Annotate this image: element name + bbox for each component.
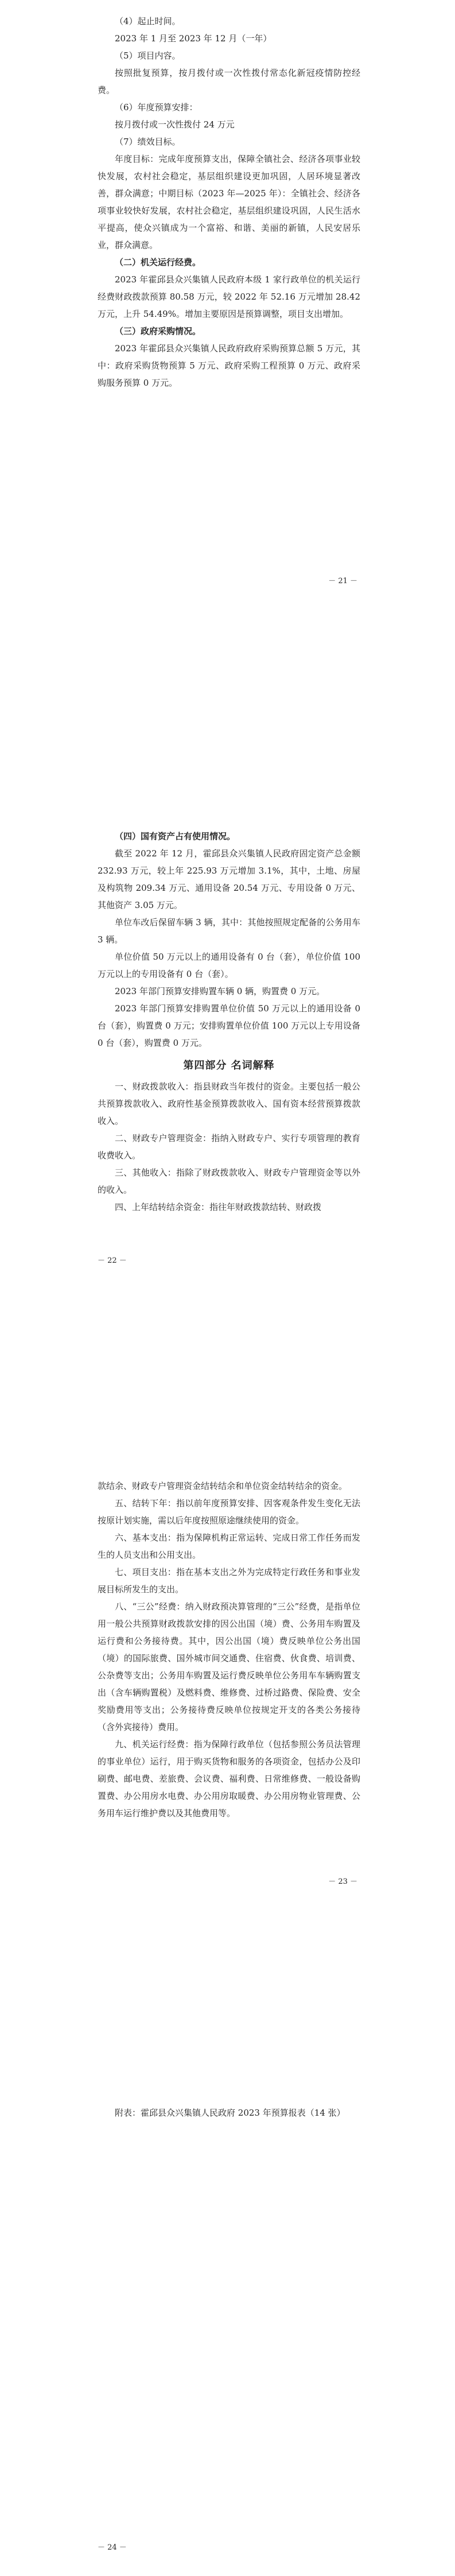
paragraph: 三、其他收入：指除了财政拨款收入、财政专户管理资金等以外的收入。 (98, 1167, 360, 1195)
paragraph: 2023 年 1 月至 2023 年 12 月（一年） (115, 33, 272, 44)
paragraph: 2023 年霍邱县众兴集镇人民政府政府采购预算总额 5 万元，其中：政府采购货物预算 5 万元、政府采购工程预算 0 万元、政府采购服务预算 0 万元。 (98, 343, 360, 388)
section-heading: （四）国有资产占有使用情况。 (115, 831, 236, 841)
page-22 (0, 644, 455, 1288)
paragraph: 七、项目支出：指在基本支出之外为完成特定行政任务和事业发展目标所发生的支出。 (98, 1567, 360, 1595)
page-number: － 21 － (328, 577, 357, 585)
paragraph: （4）起止时间。 (115, 16, 181, 26)
paragraph: 六、基本支出：指为保障机构正常运转、完成日常工作任务而发生的人员支出和公用支出。 (98, 1533, 360, 1560)
part-title: 第四部分 名词解释 (183, 1060, 275, 1072)
page-number: － 22 － (98, 1256, 127, 1265)
paragraph: （5）项目内容。 (115, 51, 181, 61)
page-content (98, 828, 360, 1216)
page-number: － 23 － (328, 1877, 357, 1886)
paragraph: 九、机关运行经费：指为保障行政单位（包括参照公务员法管理的事业单位）运行，用于购买货物和服务的各项资金，包括办公及印刷费、邮电费、差旅费、会议费、福利费、日常维修费、一般设备购置费、办公用房水电费、办公用房取暖费、办公用房物业管理费、公务用车运行维护费以及其他费用等。 (98, 1739, 360, 1818)
paragraph: 款结余、财政专户管理资金结转结余和单位资金结转结余的资金。 (98, 1481, 348, 1491)
paragraph: 五、结转下年：指以前年度预算安排、因客观条件发生变化无法按原计划实施，需以后年度按照原途继续使用的资金。 (98, 1498, 360, 1526)
paragraph: 2023 年部门预算安排购置车辆 0 辆，购置费 0 万元。 (115, 986, 325, 996)
paragraph: 按照批复预算，按月拨付或一次性拨付常态化新冠疫情防控经费。 (98, 68, 360, 95)
paragraph: 年度目标：完成年度预算支出，保障全镇社会、经济各项事业较快发展，农村社会稳定，基层组织建设更加巩固，人居环境显著改善，群众满意；中期目标（2023 年—2025 年）：全镇社会、经济各项事业较快好发展，农村社会稳定，基层组织建设巩固，人民生活水平提高，使众兴镇成为一个富裕、和谐、美丽的新镇，人民安居乐业，群众满意。 (98, 154, 360, 250)
page-content (98, 13, 360, 391)
paragraph: 八、“三公”经费：纳入财政预决算管理的“三公”经费，是指单位用一般公共预算财政拨款安排的因公出国（境）费、公务用车购置及运行费和公务接待费。其中，因公出国（境）费反映单位公务出国（境）的国际旅费、国外城市间交通费、住宿费、伙食费、培训费、公杂费等支出；公务用车购置及运行费反映单位公务用车车辆购置支出（含车辆购置税）及燃料费、维修费、过桥过路费、保险费、安全奖励费用等支出；公务接待费反映单位按规定开支的各类公务接待（含外宾接待）费用。 (98, 1601, 360, 1732)
paragraph: 二、财政专户管理资金：指纳入财政专户、实行专项管理的教育收费收入。 (98, 1133, 360, 1161)
paragraph: 四、上年结转结余资金：指往年财政拨款结转、财政拨 (115, 1202, 322, 1212)
section-heading: （二）机关运行经费。 (115, 257, 201, 267)
appendix-note: 附表：霍邱县众兴集镇人民政府 2023 年预算报表（14 张） (115, 2108, 345, 2118)
paragraph: 单位车改后保留车辆 3 辆，其中：其他按照规定配备的公务用车 3 辆。 (98, 917, 360, 945)
page-content (98, 1477, 360, 1822)
page-24 (0, 1932, 455, 2576)
paragraph: 截至 2022 年 12 月，霍邱县众兴集镇人民政府固定资产总金额 232.93 万元，较上年 225.93 万元增加 3.1%，其中，土地、房屋及构筑物 209.34 万元、通用设备 20.54 万元、专用设备 0 万元、其他资产 3.05 万元。 (98, 848, 360, 910)
page-number: － 24 － (98, 2543, 127, 2552)
page-21 (0, 0, 455, 644)
paragraph: （7）绩效目标。 (115, 137, 181, 147)
paragraph: 单位价值 50 万元以上的通用设备有 0 台（套），单位价值 100 万元以上的专用设备有 0 台（套）。 (98, 952, 360, 979)
paragraph: 2023 年部门预算安排购置单位价值 50 万元以上的通用设备 0 台（套），购置费 0 万元；安排购置单位价值 100 万元以上专用设备 0 台（套），购置费 0 万元。 (98, 1003, 360, 1048)
paragraph: 按月拨付或一次性拨付 24 万元 (115, 119, 235, 130)
paragraph: 2023 年霍邱县众兴集镇人民政府本级 1 家行政单位的机关运行经费财政拨款预算 80.58 万元，较 2022 年 52.16 万元增加 28.42 万元，上升 54.49%。增加主要原因是预算调整，项目支出增加。 (98, 274, 360, 319)
section-heading: （三）政府采购情况。 (115, 326, 201, 336)
page-content (98, 2104, 360, 2121)
page-23 (0, 1288, 455, 1932)
paragraph: 一、财政拨款收入：指县财政当年拨付的资金。主要包括一般公共预算拨款收入、政府性基金预算拨款收入、国有资本经营预算拨款收入。 (98, 1081, 360, 1126)
paragraph: （6）年度预算安排： (115, 102, 198, 112)
